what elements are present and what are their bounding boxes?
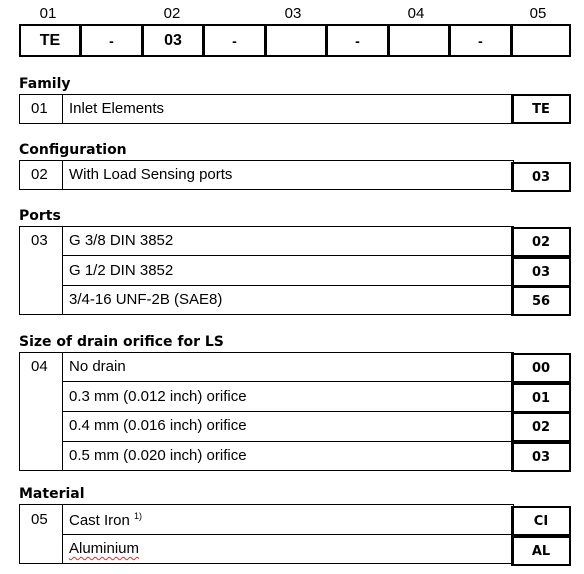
drain-orifice-row-line-2 (62, 411, 514, 412)
footnote-marker: 1) (134, 511, 143, 521)
code-separator-2: - (203, 24, 266, 57)
material-row-line-1 (62, 534, 514, 535)
family-code: TE (511, 94, 571, 124)
material-label-2-wrap (69, 540, 139, 557)
drain-orifice-label-2: 0.3 mm (0.012 inch) orifice (69, 388, 247, 405)
drain-orifice-number: 04 (31, 358, 48, 375)
drain-orifice-label-3: 0.4 mm (0.016 inch) orifice (69, 417, 247, 434)
material-label-2: Aluminium (69, 540, 140, 557)
drain-orifice-label-1: No drain (69, 358, 126, 375)
drain-orifice-code-1: 00 (511, 353, 571, 383)
position-number-03: 03 (284, 5, 302, 22)
code-separator-1: - (80, 24, 143, 57)
ports-label-1: G 3/8 DIN 3852 (69, 232, 174, 249)
section-title-material: Material (19, 486, 85, 502)
configuration-number: 02 (31, 166, 48, 183)
family-divider (62, 94, 63, 124)
code-cell-01: TE (19, 24, 81, 57)
ports-label-2: G 1/2 DIN 3852 (69, 262, 174, 279)
drain-orifice-row-line-1 (62, 381, 514, 382)
drain-orifice-label-4: 0.5 mm (0.020 inch) orifice (69, 447, 247, 464)
code-cell-02: 03 (142, 24, 204, 57)
material-code-2: AL (511, 536, 571, 566)
code-separator-3: - (326, 24, 389, 57)
section-title-family: Family (19, 76, 71, 92)
material-number: 05 (31, 511, 48, 528)
drain-orifice-code-2: 01 (511, 383, 571, 413)
configuration-code: 03 (511, 162, 571, 192)
position-number-01: 01 (39, 5, 57, 22)
ports-code-1: 02 (511, 227, 571, 257)
drain-orifice-code-4: 03 (511, 442, 571, 472)
position-number-04: 04 (407, 5, 425, 22)
position-number-02: 02 (163, 5, 181, 22)
family-label: Inlet Elements (69, 100, 165, 117)
ports-row-line-2 (62, 285, 514, 286)
ports-code-3: 56 (511, 286, 571, 316)
code-separator-4: - (449, 24, 512, 57)
position-number-05: 05 (529, 5, 547, 22)
ports-number: 03 (31, 232, 48, 249)
material-label-1: Cast Iron (69, 512, 130, 529)
ports-divider (62, 226, 63, 315)
ports-code-2: 03 (511, 257, 571, 287)
ports-row-line-1 (62, 255, 514, 256)
drain-orifice-row-line-3 (62, 441, 514, 442)
code-cell-04 (388, 24, 450, 57)
material-label-1-wrap (69, 511, 142, 529)
code-cell-05 (511, 24, 571, 57)
section-title-configuration: Configuration (19, 142, 127, 158)
code-cell-03 (265, 24, 327, 57)
configuration-divider (62, 160, 63, 190)
drain-orifice-code-3: 02 (511, 412, 571, 442)
section-title-ports: Ports (19, 208, 61, 224)
material-code-1: CI (511, 506, 571, 536)
family-number: 01 (31, 100, 48, 117)
section-title-drain-orifice: Size of drain orifice for LS (19, 334, 224, 350)
configuration-label: With Load Sensing ports (69, 166, 233, 183)
ports-label-3: 3/4-16 UNF-2B (SAE8) (69, 291, 223, 308)
